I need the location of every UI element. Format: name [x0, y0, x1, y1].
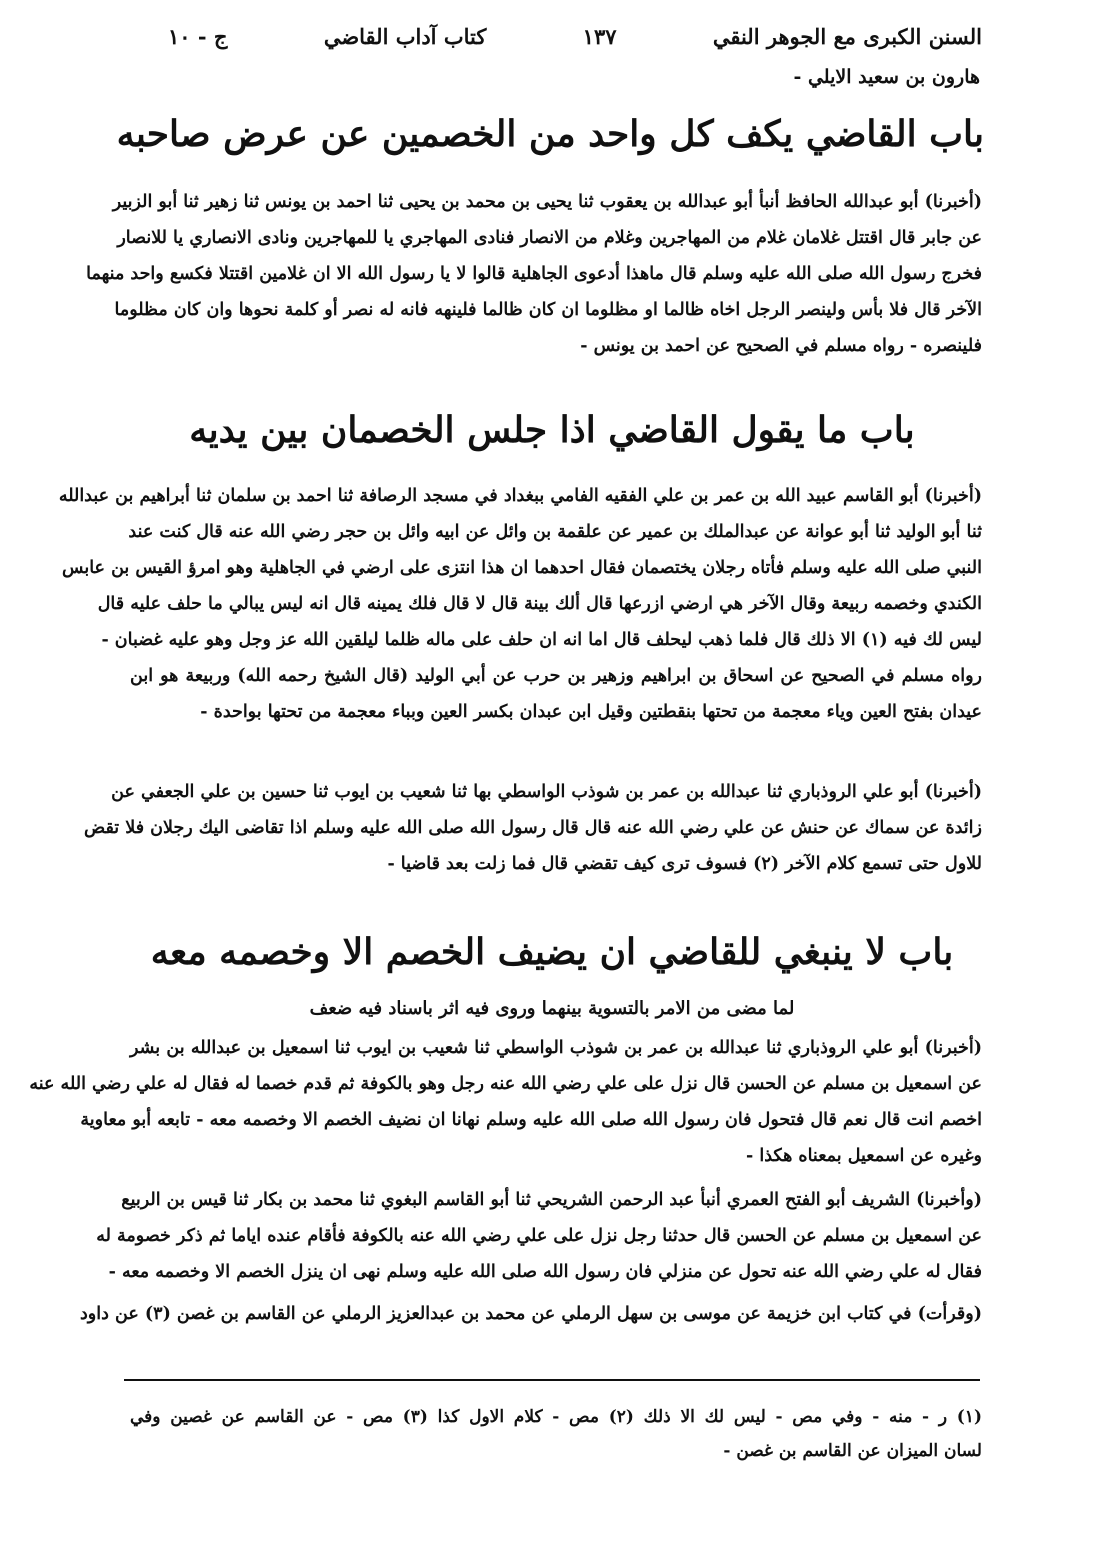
- section-3-subtitle: لما مضى من الامر بالتسوية بينهما وروى فيه اثر باسناد فيه ضعف: [309, 998, 795, 1019]
- section-title-3: باب لا ينبغي للقاضي ان يضيف الخصم الا وخصمه معه: [150, 931, 954, 973]
- page-number: ١٣٧: [582, 23, 617, 49]
- text-line: زائدة عن سماك عن حنش عن علي رضي الله عنه قال قال رسول الله صلى الله عليه وسلم اذا تقاضى اليك رجلان فلا تقض: [84, 818, 982, 838]
- section-3-paragraph-2: [96, 1182, 982, 1290]
- text-line: عيدان بفتح العين وياء معجمة من تحتها بنقطتين وقيل ابن عبدان بكسر العين وبباء معجمة من تحتها بواحدة -: [200, 702, 982, 722]
- section-title-1: باب القاضي يكف كل واحد من الخصمين عن عرض صاحبه: [116, 113, 984, 155]
- text-line: فخرج رسول الله صلى الله عليه وسلم قال ماهذا أدعوى الجاهلية قالوا لا يا رسول الله الا ان غلامين اقتتلا فكسع واحد منهما: [86, 264, 982, 284]
- text-line: ليس لك فيه (١) الا ذلك قال فلما ذهب ليحلف قال اما انه ان حلف على ماله ظلما ليلقين الله عز وجل وهو عليه غضبان -: [101, 630, 982, 650]
- chapter-title: كتاب آداب القاضي: [323, 23, 487, 49]
- continuation-line: هارون بن سعيد الايلي -: [793, 66, 980, 88]
- footnote-divider: [124, 1379, 980, 1381]
- text-line: فلينصره - رواه مسلم في الصحيح عن احمد بن يونس -: [580, 336, 982, 356]
- book-title: السنن الكبرى مع الجوهر النقي: [712, 23, 982, 49]
- section-3-paragraph-1: [29, 1030, 982, 1174]
- text-line: فقال له علي رضي الله عنه تحول عن منزلي فان رسول الله صلى الله عليه وسلم نهى ان ينزل الخصم الا وخصمه معه -: [108, 1262, 982, 1282]
- text-line: الآخر قال فلا بأس ولينصر الرجل اخاه ظالما او مظلوما ان كان ظالما فلينهه فانه له نصر أو كلمة نحوها وان كان مظلوما: [114, 300, 982, 320]
- footnote-line: لسان الميزان عن القاسم بن غصن -: [723, 1441, 982, 1461]
- footnotes: [130, 1400, 982, 1468]
- text-line: رواه مسلم في الصحيح عن اسحاق بن ابراهيم وزهير بن حرب عن أبي الوليد (قال الشيخ رحمه الله) وربيعة هو ابن: [130, 666, 982, 686]
- volume-number: ج - ١٠: [168, 23, 228, 49]
- text-line: الكندي وخصمه ربيعة وقال الآخر هي ارضي ازرعها قال ألك بينة قال لا قال فلك يمينه قال انه ليس يبالي ما حلف عليه قال: [97, 594, 982, 614]
- text-line: (أخبرنا) أبو عبدالله الحافظ أنبأ أبو عبدالله بن يعقوب ثنا يحيى بن محمد بن يحيى ثنا احمد بن يونس ثنا زهير ثنا أبو الزبير: [112, 192, 982, 212]
- section-2-paragraph-2: [84, 774, 982, 882]
- text-line: ثنا أبو الوليد ثنا أبو عوانة عن عبدالملك بن عمير عن علقمة بن وائل عن ابيه وائل بن حجر رضي الله عنه قال كنت عند: [128, 522, 982, 542]
- text-line: عن اسمعيل بن مسلم عن الحسن قال نزل على علي رضي الله عنه رجل وهو بالكوفة ثم قدم خصما له فقال له علي رضي الله عنه: [29, 1074, 982, 1094]
- text-line: اخصم انت قال نعم قال فتحول فان رسول الله صلى الله عليه وسلم نهانا ان نضيف الخصم الا وخصمه معه - تابعه أبو معاوية: [80, 1110, 982, 1130]
- text-line: وغيره عن اسمعيل بمعناه هكذا -: [746, 1146, 982, 1166]
- text-line: (وأخبرنا) الشريف أبو الفتح العمري أنبأ عبد الرحمن الشريحي ثنا أبو القاسم البغوي ثنا محمد بن بكار ثنا قيس بن الربيع: [121, 1190, 982, 1210]
- text-line: النبي صلى الله عليه وسلم فأتاه رجلان يختصمان فقال احدهما ان هذا انتزى على ارضي في الجاهلية وهو امرؤ القيس بن عابس: [62, 558, 982, 578]
- text-line: (أخبرنا) أبو القاسم عبيد الله بن عمر بن علي الفقيه الفامي ببغداد في مسجد الرصافة ثنا احمد بن سلمان ثنا أبراهيم بن عبدالله: [58, 486, 982, 506]
- section-title-2: باب ما يقول القاضي اذا جلس الخصمان بين يديه: [189, 409, 915, 451]
- section-1-paragraph: [86, 184, 982, 364]
- text-line: (وقرأت) في كتاب ابن خزيمة عن موسى بن سهل الرملي عن محمد بن عبدالعزيز الرملي عن القاسم بن غصن (٣) عن داود: [80, 1304, 982, 1324]
- text-line: عن جابر قال اقتتل غلامان غلام من المهاجرين وغلام من الانصار فنادى المهاجري يا للمهاجرين ونادى الانصاري يا للانصار: [117, 228, 982, 248]
- text-line: (أخبرنا) أبو علي الروذباري ثنا عبدالله بن عمر بن شوذب الواسطي بها ثنا شعيب بن ايوب ثنا حسين بن علي الجعفي عن: [111, 782, 982, 802]
- section-3-paragraph-3: [80, 1296, 982, 1332]
- running-header: [168, 18, 982, 54]
- text-line: للاول حتى تسمع كلام الآخر (٢) فسوف ترى كيف تقضي قال فما زلت بعد قاضيا -: [387, 854, 982, 874]
- text-line: (أخبرنا) أبو علي الروذباري ثنا عبدالله بن عمر بن شوذب الواسطي ثنا شعيب بن ايوب ثنا اسمعيل بن عبدالله بن بشر: [130, 1038, 982, 1058]
- footnote-line: (١) ر - منه - وفي مص - ليس لك الا ذلك (٢) مص - كلام الاول كذا (٣) مص - عن القاسم عن غصين وفي: [130, 1407, 982, 1427]
- text-line: عن اسمعيل بن مسلم عن الحسن قال حدثنا رجل نزل على علي رضي الله عنه بالكوفة فأقام عنده اياما ثم ذكر خصومة له: [96, 1226, 982, 1246]
- section-2-paragraph-1: [58, 478, 982, 730]
